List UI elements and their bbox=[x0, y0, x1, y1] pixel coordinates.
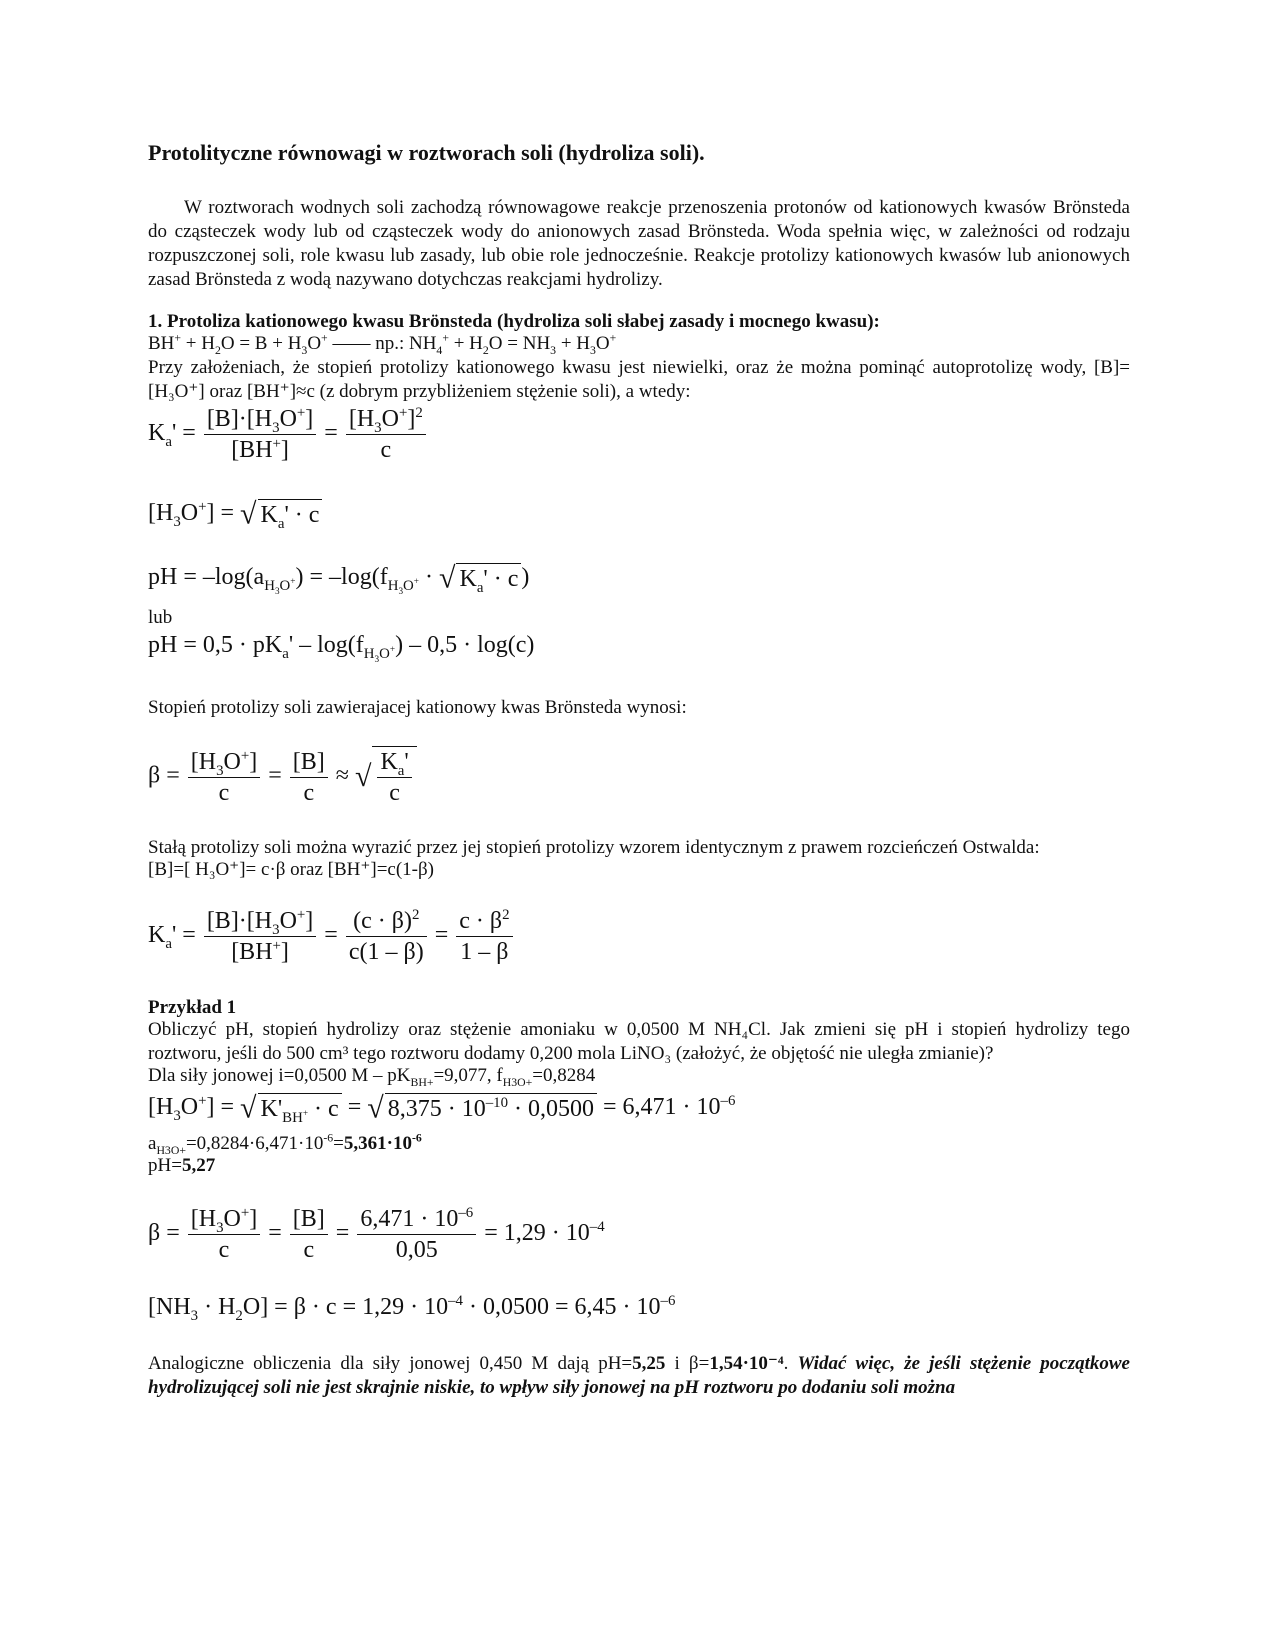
ph-result-line: pH=5,27 bbox=[148, 1155, 216, 1176]
ostwald-line-2: [B]=[ H₃O⁺]= c·β oraz [BH⁺]=c(1-β) bbox=[148, 859, 435, 880]
example-beta-equation: β = $\frac{[H_3O^+]}{c}$ = $\frac{[B]}{c}$ = $\frac{6,471 \cdot 10^{-6}}{0,05}$ = $1,29 \cdot 10^{-4}$ bbox=[148, 1205, 605, 1263]
intro-paragraph: W roztworach wodnych soli zachodzą równowagowe reakcje przenoszenia protonów od kationowych kwasów Brönsteda do cząsteczek wody lub od cząsteczek wody do anionowych zasad Brönsteda. Woda spełnia więc, w zależności od rodzaju rozpuszczonej soli, role kwasu lub zasady, lub obie role jednocześnie. Reakcje protolizy kationowych kwasów lub anionowych zasad Brönsteda z wodą nazywano dotychczas reakcjami hydrolizy. bbox=[148, 197, 1130, 290]
final-paragraph: Analogiczne obliczenia dla siły jonowej 0,450 M dają pH=5,25 i β=1,54·10⁻⁴. Widać więc, że jeśli stężenie początkowe hydrolizującej soli nie jest skrajnie niskie, to wpływ siły jonowej na pH roztworu po dodaniu soli można bbox=[148, 1353, 1130, 1398]
ka-equation: $K_a'$ = $\frac{[B]\cdot[H_3O^+]}{[BH^+]}$ = $\frac{[H_3O^+]^2}{c}$ bbox=[148, 404, 1130, 465]
lub-label: lub bbox=[148, 607, 173, 628]
beta-equation: β = $\frac{[H_3O^+]}{c}$ = $\frac{[B]}{c}$ ≈ √ $\frac{K_a'}{c}$ bbox=[148, 746, 1130, 808]
ph-equation-1: pH = $-\log(a_{H_3O^+}) = -\log(f_{H_3O^+}$ · √ $K_a' \cdot c$ ) bbox=[148, 561, 530, 596]
section-heading: 1. Protoliza kationowego kwasu Brönsteda (hydroliza soli słabej zasady i mocnego kwasu): bbox=[148, 311, 880, 332]
nh3-equation: $[NH_3 \cdot H_2O] = \beta \cdot c = 1,29 \cdot 10^{-4} \cdot 0,0500 = 6,45 \cdot 10^{-6}$ bbox=[148, 1293, 676, 1324]
example-paragraph: Obliczyć pH, stopień hydrolizy oraz stężenie amoniaku w 0,0500 M NH₄Cl. Jak zmieni się pH i stopień hydrolizy tego roztworu, jeśli do 500 cm³ tego roztworu dodamy 0,200 mola LiNO₃ (założyć, że objętość nie uległa zmianie)? bbox=[148, 1019, 1130, 1064]
reaction-line: $BH^+ + H_2O = B + H_3O^+$ —— np.: $NH_4^+ + H_2O = NH_3 + H_3O^+$ bbox=[148, 331, 617, 357]
h3o-equation: $[H_3O^+]$ = √ $K_a' \cdot c$ bbox=[148, 498, 1130, 530]
assumption-paragraph: Przy założeniach, że stopień protolizy kationowego kwasu jest niewielki, oraz że można pominąć autoprotolizę wody, [B]=[H₃O⁺] oraz [BH⁺]≈c (z dobrym przybliżeniem stężenie soli), a wtedy: bbox=[148, 357, 1130, 402]
ka-beta-equation: $K_a'$ = $\frac{[B]\cdot[H_3O^+]}{[BH^+]}$ = $\frac{(c \cdot \beta)^2}{c(1 - \beta)}$ = $\frac{c \cdot \beta^2}{1 - \beta}$ bbox=[148, 906, 1130, 967]
example-heading: Przykład 1 bbox=[148, 997, 237, 1018]
ostwald-paragraph: Stałą protolizy soli można wyrazić przez jej stopień protolizy wzorem identycznym z prawem rozcieńczeń Ostwalda: bbox=[148, 837, 1040, 858]
page-title: Protolityczne równowagi w roztworach soli (hydroliza soli). bbox=[148, 140, 705, 165]
degree-paragraph: Stopień protolizy soli zawierajacej kationowy kwas Brönsteda wynosi: bbox=[148, 697, 687, 718]
ph-equation-2: pH = $0,5 \cdot pK_a' - \log(f_{H_3O^+}) - 0,5 \cdot \log(c)$ bbox=[148, 632, 535, 664]
example-line-3: Dla siły jonowej i=0,0500 $M - pK_{BH+}=9,077$, $f_{H3O+}=0,8284$ bbox=[148, 1065, 596, 1089]
example-h3o-equation: $[H_3O^+]$ = √ $K'_{BH^+} \cdot c$ = √ $8,375 \cdot 10^{-10} \cdot 0,0500 = 6,471 \cdot 10^{-6}$ bbox=[148, 1091, 736, 1126]
activity-line: $a_{H3O+}=0,8284\cdot 6,471\cdot 10^{-6}=5,361\cdot 10^{-6}$ bbox=[148, 1131, 422, 1157]
